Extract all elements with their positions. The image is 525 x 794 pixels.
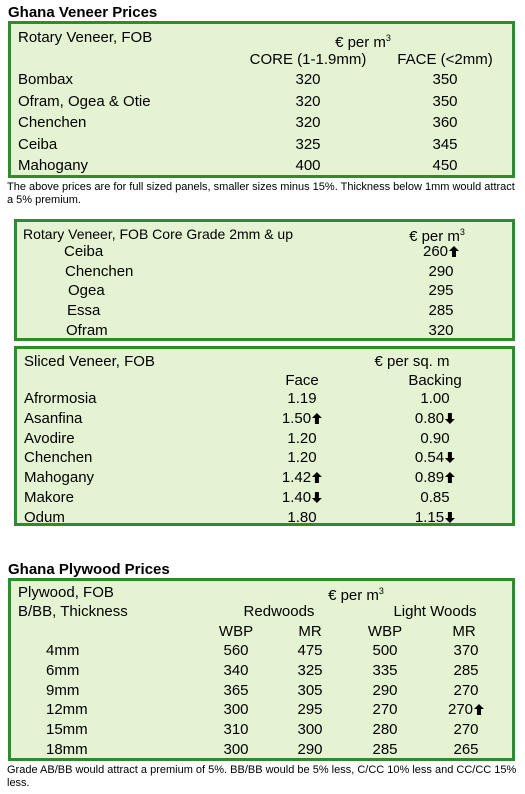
- row-value: 260: [423, 243, 459, 261]
- row-value: 320: [428, 321, 454, 339]
- row-face: 1.20: [287, 449, 317, 467]
- row-core: 320: [295, 71, 321, 88]
- arrow-down-icon: [445, 413, 455, 424]
- arrow-down-icon: [445, 452, 455, 463]
- col-backing: Backing: [408, 372, 462, 389]
- row-value: 285: [428, 302, 454, 320]
- arrow-up-icon: [445, 472, 455, 483]
- row-backing: 0.80: [415, 410, 455, 428]
- row-rw-mr: 300: [297, 721, 323, 739]
- col-rw-wbp: WBP: [218, 623, 254, 640]
- unit-label: € per $m^3$: [409, 227, 465, 245]
- row-lw-wbp: 500: [372, 642, 398, 659]
- row-backing: 1.00: [420, 390, 450, 407]
- row-face: 360: [432, 114, 458, 131]
- row-backing: 0.89: [415, 469, 455, 487]
- row-lw-mr: 270: [453, 681, 479, 699]
- row-name: Chenchen: [18, 114, 87, 131]
- row-lw-wbp: 270: [372, 701, 398, 719]
- row-thickness: 9mm: [46, 681, 80, 699]
- row-face: 1.20: [287, 429, 317, 447]
- row-rw-mr: 295: [297, 701, 323, 719]
- arrow-up-icon: [312, 413, 322, 424]
- unit-label: € per sq. m: [374, 353, 450, 370]
- row-rw-wbp: 340: [223, 661, 249, 679]
- col-lw-wbp: WBP: [367, 623, 403, 640]
- row-name: Makore: [24, 489, 75, 506]
- row-face: 450: [432, 157, 458, 174]
- arrow-down-icon: [445, 512, 455, 523]
- table-label: Rotary Veneer, FOB: [18, 29, 153, 46]
- row-face: 1.80: [287, 508, 317, 526]
- row-core: 400: [295, 157, 321, 174]
- row-rw-wbp: 365: [223, 681, 249, 699]
- arrow-up-icon: [312, 472, 322, 483]
- table-label: Rotary Veneer, FOB Core Grade 2mm & up: [23, 226, 294, 242]
- row-thickness: 6mm: [46, 661, 80, 679]
- table-label: Sliced Veneer, FOB: [24, 353, 155, 370]
- table-label: Plywood, FOB: [18, 584, 114, 601]
- row-name: Essa: [67, 302, 101, 320]
- row-value: 295: [428, 282, 454, 300]
- row-lw-mr: 370: [453, 642, 479, 659]
- row-core: 320: [295, 92, 321, 110]
- row-core: 320: [295, 114, 321, 131]
- row-backing: 0.90: [420, 429, 450, 447]
- row-backing: 0.85: [420, 489, 450, 506]
- row-lw-wbp: 290: [372, 681, 398, 699]
- plywood-table: [8, 578, 515, 761]
- arrow-up-icon: [474, 704, 484, 715]
- group-redwoods: Redwoods: [243, 603, 315, 620]
- col-face: FACE (<2mm): [397, 51, 493, 68]
- row-core: 325: [295, 135, 321, 153]
- row-name: Avodire: [24, 429, 75, 447]
- row-name: Afrormosia: [24, 390, 97, 407]
- unit-label: € per $m^3$: [335, 33, 391, 51]
- row-name: Mahogany: [24, 469, 95, 487]
- row-lw-mr: 265: [453, 741, 479, 758]
- plywood-prices-title: Ghana Plywood Prices: [8, 561, 170, 578]
- row-lw-wbp: 280: [372, 721, 398, 739]
- row-name: Asanfina: [24, 409, 83, 427]
- arrow-down-icon: [312, 492, 322, 503]
- sub-label: B/BB, Thickness: [18, 603, 128, 620]
- row-name: Chenchen: [24, 449, 93, 467]
- row-name: Ofram, Ogea & Otie: [18, 92, 151, 110]
- row-thickness: 18mm: [46, 741, 88, 758]
- row-lw-mr: 270: [448, 701, 484, 719]
- row-name: Chenchen: [65, 262, 134, 280]
- row-name: Bombax: [18, 71, 74, 88]
- row-thickness: 15mm: [46, 721, 88, 739]
- row-face: 345: [432, 135, 458, 153]
- row-face: 350: [432, 71, 458, 88]
- row-rw-wbp: 300: [223, 741, 249, 758]
- row-rw-mr: 305: [297, 681, 323, 699]
- col-core: CORE (1-1.9mm): [249, 51, 367, 68]
- group-light-woods: Light Woods: [393, 603, 477, 620]
- row-name: Odum: [24, 508, 65, 526]
- unit-label: € per $m^3$: [328, 586, 384, 604]
- row-face: 1.42: [282, 469, 322, 487]
- row-name: Ogea: [68, 282, 105, 300]
- row-rw-mr: 475: [297, 642, 323, 659]
- row-rw-wbp: 300: [223, 701, 249, 719]
- row-rw-mr: 290: [297, 741, 323, 758]
- col-rw-mr: MR: [298, 623, 322, 640]
- row-face: 350: [432, 92, 458, 110]
- row-name: Mahogany: [18, 157, 89, 174]
- col-face: Face: [285, 372, 319, 389]
- row-rw-mr: 325: [297, 661, 323, 679]
- row-name: Ceiba: [64, 243, 104, 260]
- veneer-prices-title: Ghana Veneer Prices: [8, 4, 158, 21]
- row-rw-wbp: 310: [223, 721, 249, 739]
- core-grade-table: [14, 219, 515, 341]
- row-lw-mr: 270: [453, 721, 479, 739]
- row-lw-wbp: 285: [372, 741, 398, 758]
- row-rw-wbp: 560: [223, 642, 249, 659]
- row-name: Ceiba: [18, 135, 58, 153]
- col-lw-mr: MR: [452, 623, 476, 640]
- row-backing: 1.15: [415, 509, 455, 527]
- veneer-note: The above prices are for full sized panels, smaller sizes minus 15%. Thickness below 1mm would attract a 5% premium.: [7, 181, 515, 206]
- row-name: Ofram: [66, 321, 108, 339]
- row-face: 1.19: [287, 390, 317, 407]
- row-thickness: 12mm: [46, 701, 88, 719]
- plywood-note: Grade AB/BB would attract a premium of 5%. BB/BB would be 5% less, C/CC 10% less and CC/CC 15% less.: [7, 764, 517, 789]
- row-face: 1.40: [282, 489, 322, 507]
- row-value: 290: [428, 262, 454, 280]
- row-lw-mr: 285: [453, 661, 479, 679]
- row-face: 1.50: [282, 410, 322, 428]
- row-backing: 0.54: [415, 449, 455, 467]
- rotary-veneer-table: [8, 21, 515, 178]
- sliced-veneer-table: [14, 346, 515, 526]
- row-thickness: 4mm: [46, 642, 80, 659]
- row-lw-wbp: 335: [372, 661, 398, 679]
- arrow-up-icon: [449, 246, 459, 257]
